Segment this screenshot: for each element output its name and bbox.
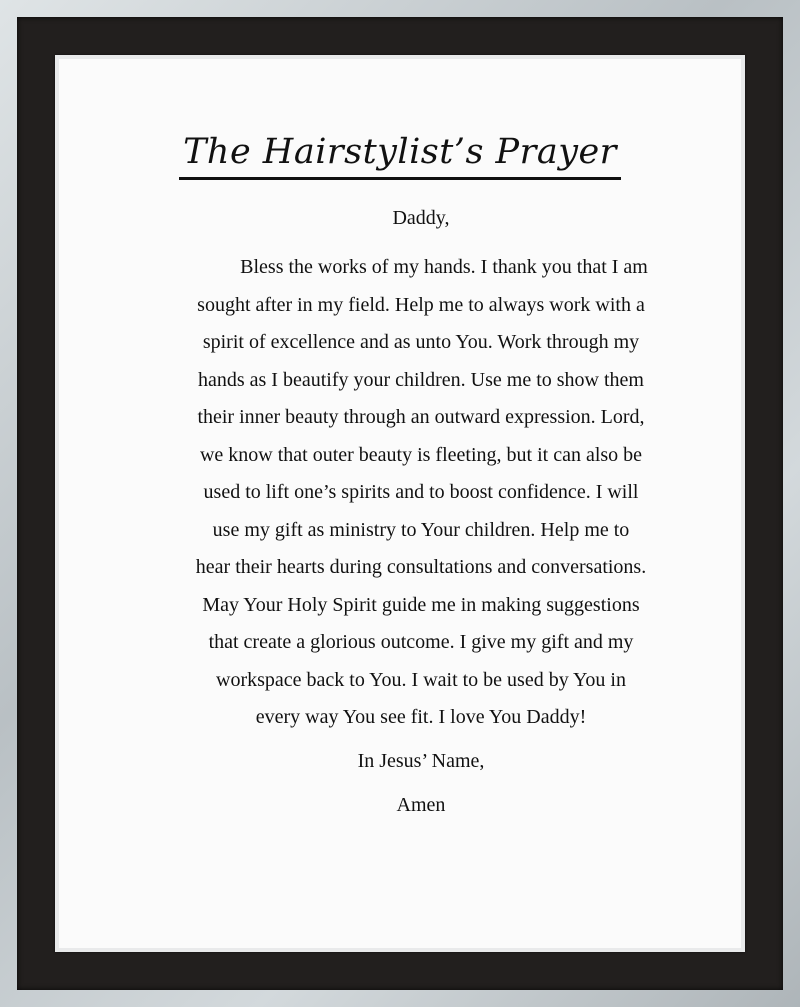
amen-line: Amen [396,793,446,816]
prayer-body [170,206,672,817]
prayer-line: workspace back to You. I wait to be used by You in [216,668,626,691]
prayer-line: that create a glorious outcome. I give my gift and my [208,631,634,653]
prayer-paragraph [170,249,672,737]
prayer-line: use my gift as ministry to Your children. Help me to [212,518,630,541]
prayer-line: we know that outer beauty is fleeting, but it can also be [199,443,643,466]
prayer-line: hear their hearts during consultations and conversations. [195,556,647,578]
prayer-line: every way You see fit. I love You Daddy! [255,706,587,728]
prayer-line: Bless the works of my hands. I thank you that I am [240,256,648,278]
prayer-line: sought after in my field. Help me to always work with a [197,293,645,316]
title-container [0,131,800,180]
prayer-line: their inner beauty through an outward expression. Lord, [197,406,645,428]
prayer-line: used to lift one’s spirits and to boost confidence. I will [203,481,639,503]
prayer-title: The Hairstylist’s Prayer [179,131,621,180]
prayer-line: spirit of excellence and as unto You. Work through my [202,331,640,353]
closing-line: In Jesus’ Name, [357,749,485,772]
salutation: Daddy, [392,207,450,229]
prayer-line: May Your Holy Spirit guide me in making suggestions [202,593,640,616]
prayer-line: hands as I beautify your children. Use me to show them [197,368,644,391]
